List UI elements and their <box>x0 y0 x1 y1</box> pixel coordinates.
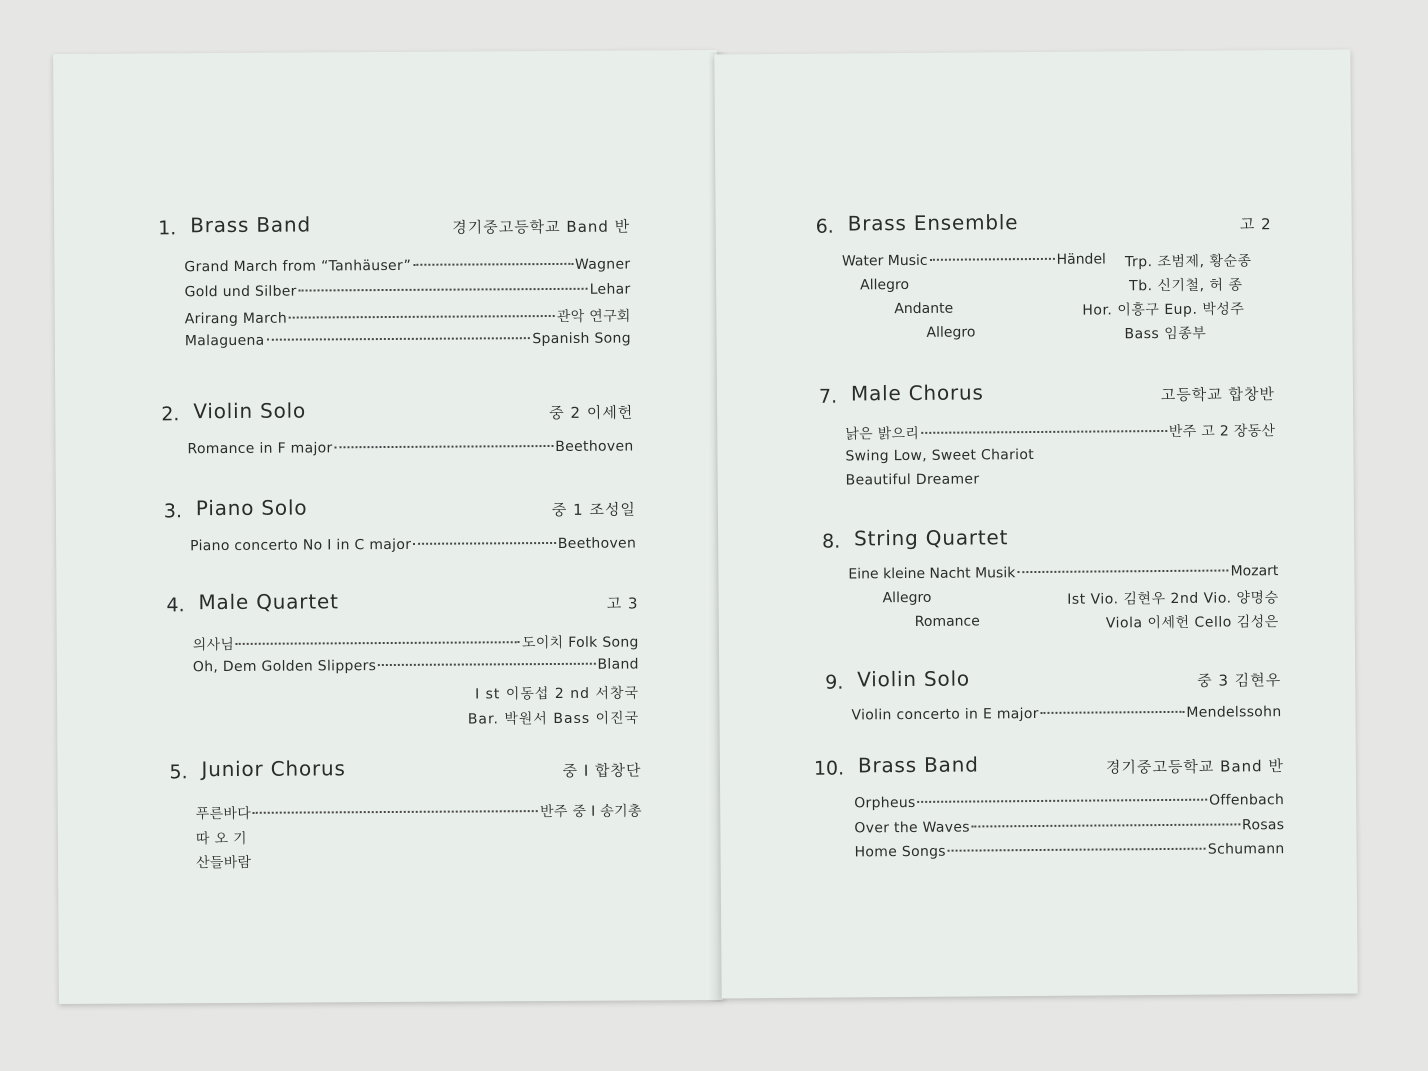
piece-title: Gold und Silber <box>184 283 297 300</box>
piece-title: Malaguena <box>184 332 265 349</box>
section-title: Brass Ensemble <box>847 210 1019 236</box>
program-section-3 <box>164 493 636 562</box>
leader-dots <box>930 258 1055 261</box>
piece-composer: 도이치 Folk Song <box>521 634 639 652</box>
section-number: 8. <box>822 530 841 553</box>
section-title: String Quartet <box>854 525 1009 551</box>
movement: Andante <box>894 300 954 318</box>
program-section-6 <box>816 208 1273 354</box>
section-performer: 고 2 <box>1239 215 1272 234</box>
movement: Romance <box>914 613 980 630</box>
piece-composer: Offenbach <box>1209 792 1285 809</box>
piece-composer: Schumann <box>1207 841 1285 858</box>
program-item <box>845 420 1275 448</box>
leader-dots <box>972 823 1240 827</box>
program-item <box>184 257 630 284</box>
program-item <box>187 438 633 465</box>
leader-dots <box>921 430 1167 434</box>
section-performer: 중 2 이세헌 <box>549 403 634 423</box>
left-page <box>53 50 723 1004</box>
leader-dots <box>413 542 556 545</box>
piece-title: Home Songs <box>854 843 946 861</box>
piece-title: Romance in F major <box>187 440 333 458</box>
leader-dots <box>289 315 555 319</box>
leader-dots <box>948 848 1206 852</box>
section-performer: 고 3 <box>606 594 639 613</box>
section-title: Male Quartet <box>198 589 339 615</box>
performer-credit: Hor. 이흥구 Eup. 박성주 <box>1082 301 1245 319</box>
leader-dots <box>1041 711 1185 714</box>
program-item <box>855 841 1285 869</box>
piece-composer: Lehar <box>589 281 631 298</box>
piece-title: Piano concerto No I in C major <box>190 536 412 555</box>
piece-title: Arirang March <box>184 310 288 328</box>
piece-composer: Wagner <box>574 256 631 273</box>
program-item <box>185 306 631 333</box>
piece-composer: Bland <box>597 655 639 673</box>
leader-dots <box>253 810 538 814</box>
section-title: Male Chorus <box>850 380 984 406</box>
program-item <box>196 825 642 852</box>
program-item <box>193 631 639 658</box>
program-item <box>842 251 1106 269</box>
piece-title: Water Music <box>841 252 928 270</box>
section-number: 2. <box>161 403 180 426</box>
program-section-10 <box>814 750 1285 869</box>
section-title: Violin Solo <box>193 398 307 424</box>
piece-title: Beautiful Dreamer <box>845 471 980 489</box>
section-title: Brass Band <box>190 212 311 238</box>
piece-title: 푸른바다 <box>195 805 252 823</box>
performer-credit: Bass 임종부 <box>1124 325 1207 343</box>
program-section-9 <box>825 664 1281 732</box>
leader-dots <box>236 641 520 645</box>
performer-credit: Bar. 박원서 Bass 이진국 <box>467 709 640 728</box>
piece-composer: 반주 중 I 송기총 <box>540 803 642 821</box>
movement: Allegro <box>860 276 910 294</box>
program-item <box>193 656 639 683</box>
section-performer: 중 I 합창단 <box>562 761 642 780</box>
piece-composer: Beethoven <box>555 438 634 455</box>
program-item <box>845 445 1275 473</box>
leader-dots <box>918 799 1207 803</box>
section-title: Violin Solo <box>857 666 971 692</box>
piece-title: Over the Waves <box>854 819 970 836</box>
piece-title: Oh, Dem Golden Slippers <box>192 657 377 675</box>
leader-dots <box>335 445 554 448</box>
piece-composer: Beethoven <box>557 535 637 552</box>
program-section-4 <box>166 587 639 732</box>
piece-title: 의사님 <box>192 636 235 654</box>
program-section-5 <box>169 754 642 876</box>
section-title: Junior Chorus <box>201 756 346 782</box>
section-performer: 중 3 김현우 <box>1197 671 1282 690</box>
section-number: 6. <box>815 215 834 238</box>
program-item <box>185 281 631 308</box>
program-item <box>846 469 1276 497</box>
program-item <box>196 849 642 876</box>
piece-composer: 반주 고 2 장동산 <box>1168 423 1276 440</box>
program-item <box>196 800 642 827</box>
program-item <box>848 563 1278 582</box>
program-item <box>854 817 1284 845</box>
performer-credit: I st 이동섭 2 nd 서창국 <box>474 685 640 703</box>
section-title: Piano Solo <box>195 495 308 521</box>
movement: Allegro <box>926 324 976 341</box>
program-section-2 <box>161 396 633 465</box>
section-title: Brass Band <box>857 752 979 778</box>
leader-dots <box>413 263 573 266</box>
section-performer: 경기중고등학교 Band 반 <box>1105 757 1284 777</box>
section-number: 1. <box>158 217 177 240</box>
section-performer: 중 1 조성일 <box>551 500 636 519</box>
piece-composer: Mozart <box>1230 563 1279 580</box>
performer-credit: Viola 이세헌 Cello 김성은 <box>1105 614 1279 632</box>
piece-composer: Spanish Song <box>532 330 631 347</box>
piece-title: Eine kleine Nacht Musik <box>848 565 1016 583</box>
section-performer: 고등학교 합창반 <box>1160 385 1276 405</box>
program-item <box>851 704 1281 732</box>
piece-title: Orpheus <box>854 794 916 812</box>
performer-credit: Ist Vio. 김현우 2nd Vio. 양명승 <box>1067 590 1279 608</box>
leader-dots <box>378 662 595 665</box>
piece-title: 산들바람 <box>196 854 252 872</box>
program-section-1 <box>158 211 631 358</box>
piece-title: 따 오 기 <box>195 830 247 847</box>
piece-title: Violin concerto in E major <box>851 705 1039 724</box>
section-number: 10. <box>813 757 845 780</box>
piece-composer: Rosas <box>1241 816 1285 833</box>
section-number: 9. <box>825 671 844 694</box>
performer-credit: Tb. 신기철, 허 종 <box>1129 277 1243 295</box>
leader-dots <box>1017 569 1228 573</box>
program-item <box>190 535 636 562</box>
piece-composer: 관악 연구회 <box>556 308 631 325</box>
piece-title: Grand March from “Tanhäuser” <box>184 257 412 276</box>
leader-dots <box>299 287 588 291</box>
right-page <box>714 50 1357 999</box>
section-number: 7. <box>818 385 838 408</box>
program-section-8 <box>822 523 1279 643</box>
section-number: 3. <box>163 500 183 523</box>
leader-dots <box>267 337 531 341</box>
piece-title: Swing Low, Sweet Chariot <box>845 446 1035 464</box>
movement: Allegro <box>882 589 932 607</box>
program-section-7 <box>819 378 1276 497</box>
piece-composer: Händel <box>1056 251 1106 268</box>
section-performer: 경기중고등학교 Band 반 <box>452 217 631 237</box>
performer-credit: Trp. 조범제, 황순종 <box>1124 253 1252 271</box>
section-number: 5. <box>169 761 188 784</box>
piece-title: 낡은 밝으리 <box>845 425 920 443</box>
program-item <box>185 330 631 357</box>
piece-composer: Mendelssohn <box>1186 704 1282 721</box>
section-number: 4. <box>166 594 185 617</box>
program-item <box>854 792 1284 820</box>
